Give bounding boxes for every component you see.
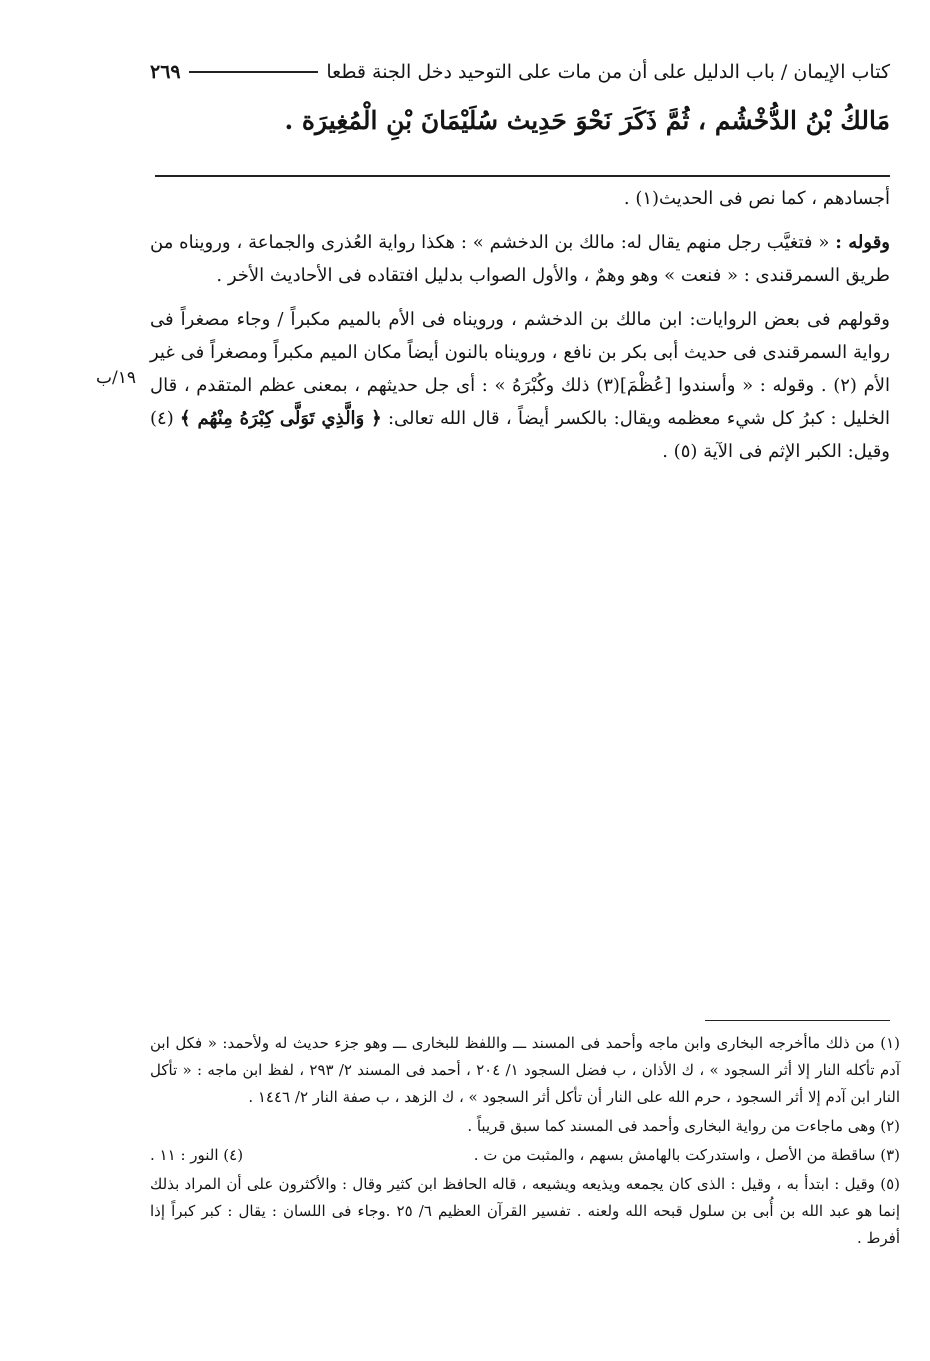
footnote-4: (٤) النور : ١١ .	[150, 1146, 244, 1164]
page-number: ٢٦٩	[150, 61, 181, 83]
quoted-phrase: « فتغيَّب رجل منهم يقال له: مالك بن الدخشم »	[472, 232, 830, 253]
commentary-paragraph-3	[150, 303, 890, 468]
running-header	[150, 52, 890, 92]
hadith-text-line: مَالكُ بْنُ الدُّخْشُم ، ثُمَّ ذَكَرَ نَحْوَ حَدِيث سُلَيْمَانَ بْنِ الْمُغِيرَة .	[284, 106, 890, 135]
footnote-2: (٢) وهى ماجاءت من رواية البخارى وأحمد فى المسند كما سبق قريباً .	[467, 1117, 900, 1135]
paragraph-lead: وقوله :	[835, 232, 890, 253]
commentary-paragraph-1: أجسادهم ، كما نص فى الحديث(١) .	[623, 188, 890, 209]
footnote-5: (٥) وقيل : ابتدأ به ، وقيل : الذى كان يجمعه ويذيعه ويشيعه ، قاله الحافظ ابن كثير وقال : والأكثرون على أن المراد بذلك إنما هو عبد الله بن أُبى بن سلول قبحه الله ولعنه . تفسير القرآن العظيم ٦/ ٢٥ .وجاء فى اللسان : يقال : كبر كبراً إذا أفرط .	[150, 1175, 900, 1247]
header-dash-rule	[189, 71, 319, 73]
quran-ayah: ﴿ وَالَّذِي تَوَلَّى كِبْرَهُ مِنْهُم ﴾	[180, 408, 382, 429]
footnote-divider	[705, 1020, 890, 1021]
footnote-row-3-4	[150, 1142, 900, 1169]
commentary-divider	[155, 175, 890, 177]
manuscript-folio-note: ١٩/ب	[96, 368, 136, 388]
commentary-paragraph-2	[150, 226, 890, 292]
paragraph-text: وقولهم فى بعض الروايات: ابن مالك بن الدخشم ، ورويناه فى الأم بالميم مكبراً / وجاء مصغراً فى رواية السمرقندى فى حديث أبى بكر بن نافع ، ورويناه بالنون أيضاً مكان الميم مكبراً ومصغراً فى غير الأم (٢) . وقوله : « وأسندوا [عُظْمَ](٣) ذلك وكُبْرَهُ » : أى جل حديثهم ، بمعنى عظم المتقدم ، قال الخليل : كبرُ كل شيء معظمه ويقال: بالكسر أيضاً ، قال الله تعالى:	[150, 309, 890, 429]
header-title: كتاب الإيمان / باب الدليل على أن من مات على التوحيد دخل الجنة قطعا	[326, 61, 890, 83]
paragraph-text: : هكذا رواية العُذرى والجماعة ، ورويناه من طريق السمرقندى : « فنعت » وهو وهمٌ ، والأول الصواب بدليل افتقاده فى الأحاديث الأخر .	[150, 232, 890, 286]
footnote-3: (٣) ساقطة من الأصل ، واستدركت بالهامش بسهم ، والمثبت من ت .	[473, 1146, 900, 1164]
footnotes	[150, 1030, 900, 1254]
commentary-body	[150, 182, 890, 479]
paragraph-text-end: (٤) وقيل: الكبر الإثم فى الآية (٥) .	[150, 408, 890, 462]
footnote-1: (١) من ذلك ماأخرجه البخارى وابن ماجه وأحمد فى المسند ـــ واللفظ للبخارى ـــ وهو جزء حديث له ولأحمد: « فكل ابن آدم تأكله النار إلا أثر السجود » ، ك الأذان ، ب فضل السجود ١/ ٢٠٤ ، أحمد فى المسند ٢/ ٢٩٣ ، لفظ ابن ماجه : « تأكل النار ابن آدم إلا أثر السجود ، حرم الله على النار أن تأكل أثر السجود » ، ك الزهد ، ب صفة النار ٢/ ١٤٤٦ .	[150, 1034, 900, 1106]
